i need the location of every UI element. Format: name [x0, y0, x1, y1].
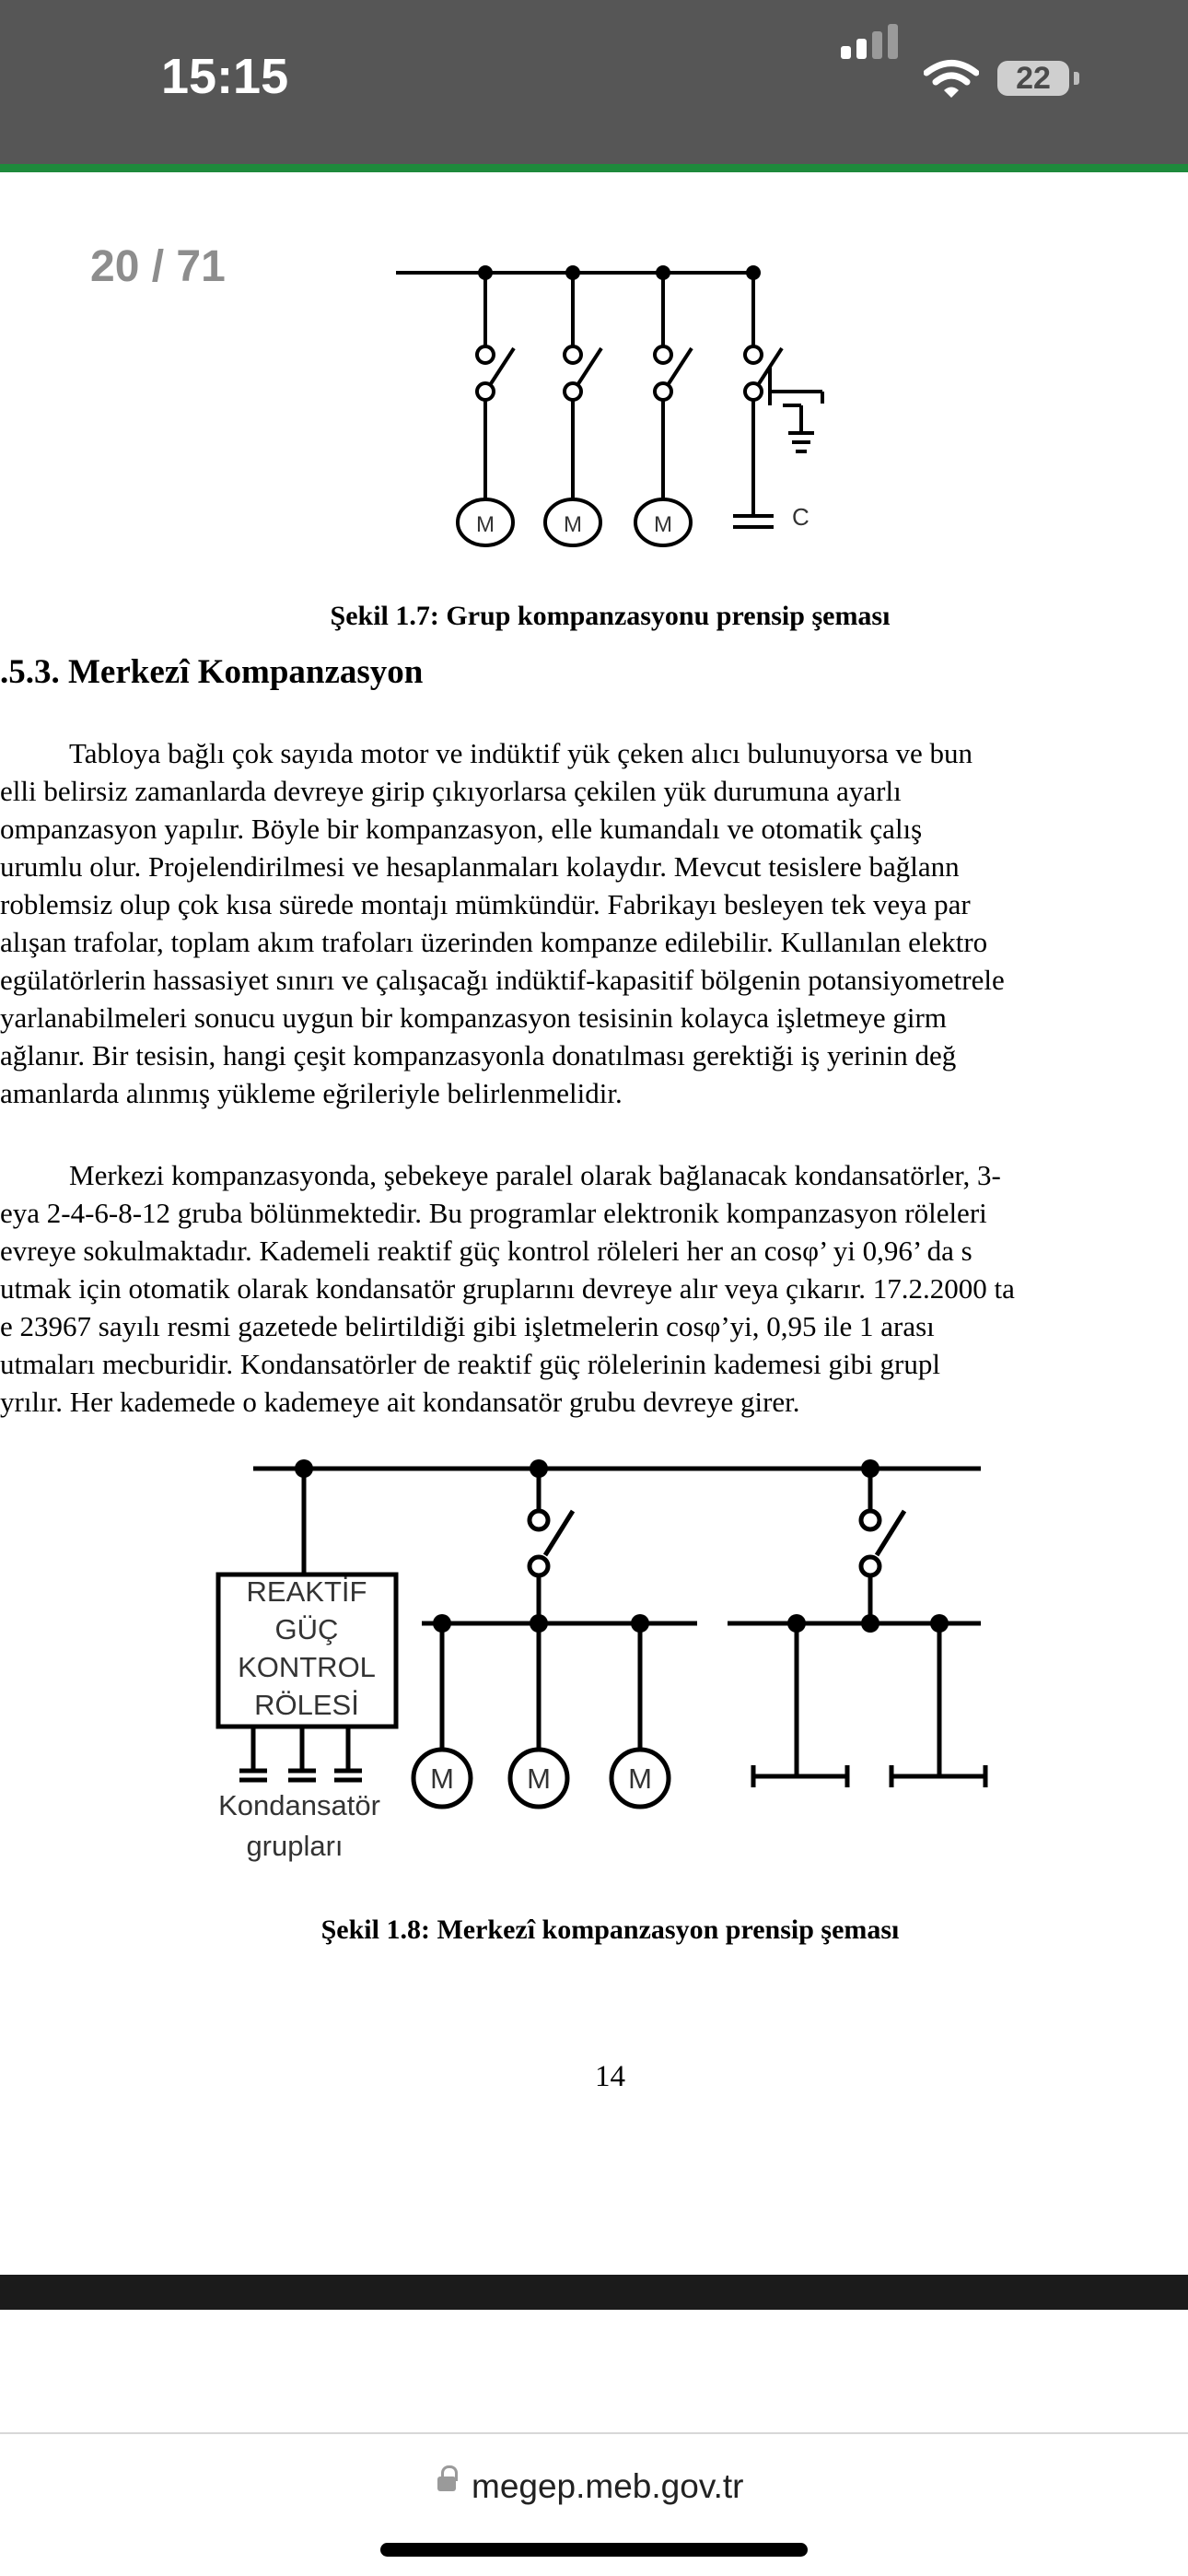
relay-label-line: GÜÇ [274, 1613, 339, 1645]
paragraph-line: eya 2-4-6-8-12 gruba bölünmektedir. Bu programlar elektronik kompanzasyon röleleri [0, 1197, 987, 1229]
page-counter: 20 / 71 [90, 242, 226, 291]
page-separator-bar [0, 2275, 1188, 2310]
paragraph-line: utmak için otomatik olarak kondansatör gruplarını devreye alır veya çıkarır. 17.2.2000 ta [0, 1272, 1015, 1305]
motor-label: M [628, 1762, 652, 1795]
capacitor-group-label: grupları [246, 1830, 344, 1862]
paragraph-line: yarlanabilmeleri sonucu uygun bir kompanzasyon tesisinin kolayca işletmeye girm [0, 1001, 947, 1034]
lock-icon [437, 2476, 456, 2491]
page-number: 14 [595, 2060, 625, 2093]
motor-label: M [527, 1762, 551, 1795]
paragraph-line: urumlu olur. Projelendirilmesi ve hesaplanmaları kolaydır. Mevcut tesislere bağlann [0, 850, 960, 883]
motor-label: M [654, 512, 672, 537]
relay-label-line: RÖLESİ [254, 1689, 359, 1721]
motor-label: M [564, 512, 582, 537]
paragraph-line: Tabloya bağlı çok sayıda motor ve indüktif yük çeken alıcı bulunuyorsa ve bun [69, 737, 973, 769]
paragraph-line: ompanzasyon yapılır. Böyle bir kompanzasyon, elle kumandalı ve otomatik çalış [0, 813, 923, 845]
paragraph-line: elli belirsiz zamanlarda devreye girip çıkıyorlarsa çekilen yük durumuna ayarlı [0, 775, 902, 807]
battery-level: 22 [1016, 61, 1051, 96]
browser-bottom-area [0, 2310, 1188, 2576]
paragraph-line: roblemsiz olup çok kısa sürede montajı mümkündür. Fabrikayı besleyen tek veya par [0, 888, 971, 920]
figure-central-compensation-diagram [0, 1437, 1188, 1879]
paragraph-line: Merkezi kompanzasyonda, şebekeye paralel olarak bağlanacak kondansatörler, 3- [69, 1159, 1001, 1191]
home-indicator[interactable] [380, 2543, 808, 2557]
relay-label-line: REAKTİF [246, 1575, 367, 1608]
paragraph-line: amanlarda alınmış yükleme eğrileriyle belirlenmelidir. [0, 1077, 623, 1109]
motor-label: M [476, 512, 495, 537]
paragraph-line: alışan trafolar, toplam akım trafoları üzerinden kompanze edilebilir. Kullanılan elektro [0, 926, 988, 958]
capacitor-group-label: Kondansatör [218, 1789, 380, 1821]
status-time: 15:15 [161, 49, 289, 104]
toolbar-divider [0, 2432, 1188, 2434]
figure-1-8-caption: Şekil 1.8: Merkezî kompanzasyon prensip şeması [320, 1914, 900, 1945]
section-heading: .5.3. Merkezî Kompanzasyon [0, 653, 424, 691]
figure-group-compensation-diagram [0, 0, 1188, 571]
paragraph-line: utmaları mecburidir. Kondansatörler de reaktif güç rölelerinin kademesi gibi grupl [0, 1348, 940, 1380]
paragraph-line: e 23967 sayılı resmi gazetede belirtildiği gibi işletmelerin cosφ’yi, 0,95 ile 1 arası [0, 1310, 935, 1342]
paragraph-line: yrılır. Her kademede o kademeye ait kondansatör grubu devreye girer. [0, 1386, 800, 1418]
motor-label: M [430, 1762, 454, 1795]
paragraph-line: ağlanır. Bir tesisin, hangi çeşit kompanzasyonla donatılması gerektiği iş yerinin değ [0, 1039, 957, 1071]
paragraph-line: egülatörlerin hassasiyet sınırı ve çalışacağı indüktif-kapasitif bölgenin potansiyometrele [0, 964, 1005, 996]
capacitor-label: C [792, 503, 809, 531]
relay-label-line: KONTROL [238, 1651, 376, 1683]
paragraph-line: evreye sokulmaktadır. Kademeli reaktif güç kontrol röleleri her an cosφ’ yi 0,96’ da s [0, 1235, 973, 1267]
address-bar-url[interactable]: megep.meb.gov.tr [472, 2467, 744, 2505]
figure-1-7-caption: Şekil 1.7: Grup kompanzasyonu prensip şeması [330, 601, 891, 631]
